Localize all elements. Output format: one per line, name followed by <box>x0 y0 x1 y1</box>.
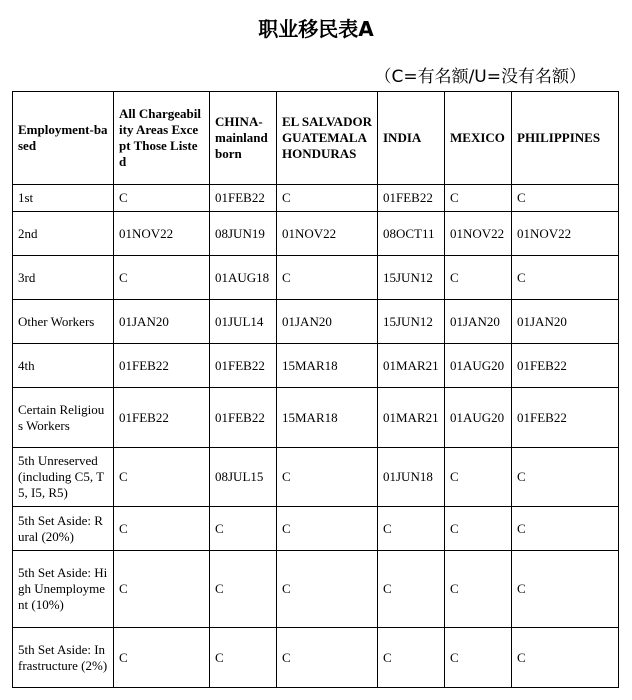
table-row <box>13 212 619 256</box>
table-cell: C <box>114 551 210 628</box>
legend-note: （C=有名额/U=没有名额） <box>374 67 586 87</box>
column-header-china: CHINA-mainland born <box>210 92 277 185</box>
column-header-all-chargeability: All Chargeability Areas Except Those Listed <box>114 92 210 185</box>
row-label: 3rd <box>13 256 114 300</box>
row-label: Certain Religious Workers <box>13 388 114 448</box>
table-cell: C <box>445 185 512 212</box>
row-label: 5th Set Aside: Infrastructure (2%) <box>13 628 114 688</box>
table-cell: 01JUL14 <box>210 300 277 344</box>
table-cell: 01AUG18 <box>210 256 277 300</box>
table-cell: C <box>445 448 512 507</box>
table-cell: 01MAR21 <box>378 388 445 448</box>
column-header-india: INDIA <box>378 92 445 185</box>
table-row <box>13 507 619 551</box>
row-label: 2nd <box>13 212 114 256</box>
table-row <box>13 388 619 448</box>
table-row <box>13 551 619 628</box>
page-title: 职业移民表A <box>258 17 374 41</box>
table-cell: 01JAN20 <box>277 300 378 344</box>
table-cell: C <box>445 256 512 300</box>
table-cell: C <box>512 256 619 300</box>
table-cell: 01JAN20 <box>114 300 210 344</box>
table-cell: C <box>512 448 619 507</box>
table-cell: 01NOV22 <box>445 212 512 256</box>
table-cell: 01FEB22 <box>512 344 619 388</box>
table-cell: C <box>445 628 512 688</box>
column-header-mexico: MEXICO <box>445 92 512 185</box>
table-row <box>13 628 619 688</box>
table-cell: 15JUN12 <box>378 300 445 344</box>
table-cell: 01FEB22 <box>210 388 277 448</box>
table-cell: 01AUG20 <box>445 344 512 388</box>
table-cell: C <box>277 628 378 688</box>
table-cell: C <box>512 628 619 688</box>
column-header-employment-based: Employment-based <box>13 92 114 185</box>
table-cell: C <box>445 551 512 628</box>
table-cell: C <box>277 448 378 507</box>
column-header-philippines: PHILIPPINES <box>512 92 619 185</box>
table-cell: C <box>114 256 210 300</box>
table-cell: C <box>210 628 277 688</box>
table-cell: C <box>277 256 378 300</box>
table-cell: C <box>378 507 445 551</box>
table-cell: C <box>512 551 619 628</box>
table-cell: 01NOV22 <box>114 212 210 256</box>
table-cell: 01JAN20 <box>445 300 512 344</box>
row-label: 1st <box>13 185 114 212</box>
table-cell: 01AUG20 <box>445 388 512 448</box>
table-cell: 01FEB22 <box>114 344 210 388</box>
table-cell: 01NOV22 <box>512 212 619 256</box>
table-cell: C <box>210 551 277 628</box>
table-row <box>13 256 619 300</box>
table-row <box>13 185 619 212</box>
row-label: 4th <box>13 344 114 388</box>
table-cell: 01FEB22 <box>378 185 445 212</box>
table-row <box>13 448 619 507</box>
table-cell: C <box>114 507 210 551</box>
table-cell: C <box>512 507 619 551</box>
table-cell: 01FEB22 <box>512 388 619 448</box>
row-label: 5th Unreserved (including C5, T5, I5, R5) <box>13 448 114 507</box>
table-cell: C <box>378 628 445 688</box>
table-cell: 08JUN19 <box>210 212 277 256</box>
table-cell: C <box>114 448 210 507</box>
table-cell: 15JUN12 <box>378 256 445 300</box>
table-cell: 01JUN18 <box>378 448 445 507</box>
row-label: Other Workers <box>13 300 114 344</box>
table-cell: C <box>210 507 277 551</box>
table-cell: 08OCT11 <box>378 212 445 256</box>
table-cell: 01NOV22 <box>277 212 378 256</box>
table-cell: 01FEB22 <box>210 344 277 388</box>
table-cell: C <box>378 551 445 628</box>
row-label: 5th Set Aside: Rural (20%) <box>13 507 114 551</box>
row-label: 5th Set Aside: High Unemployment (10%) <box>13 551 114 628</box>
table-cell: C <box>114 185 210 212</box>
table-cell: C <box>277 185 378 212</box>
table-cell: 01JAN20 <box>512 300 619 344</box>
table-cell: 08JUL15 <box>210 448 277 507</box>
table-cell: C <box>114 628 210 688</box>
table-cell: 01MAR21 <box>378 344 445 388</box>
table-row <box>13 344 619 388</box>
table-cell: 01FEB22 <box>210 185 277 212</box>
table-cell: C <box>445 507 512 551</box>
header-row <box>13 92 619 185</box>
employment-visa-bulletin-table <box>12 91 619 688</box>
table-cell: 15MAR18 <box>277 388 378 448</box>
table-cell: 15MAR18 <box>277 344 378 388</box>
table-row <box>13 300 619 344</box>
table-cell: 01FEB22 <box>114 388 210 448</box>
table-cell: C <box>512 185 619 212</box>
table-cell: C <box>277 507 378 551</box>
column-header-el-salvador-guatemala-honduras: EL SALVADOR GUATEMALA HONDURAS <box>277 92 378 185</box>
table-cell: C <box>277 551 378 628</box>
